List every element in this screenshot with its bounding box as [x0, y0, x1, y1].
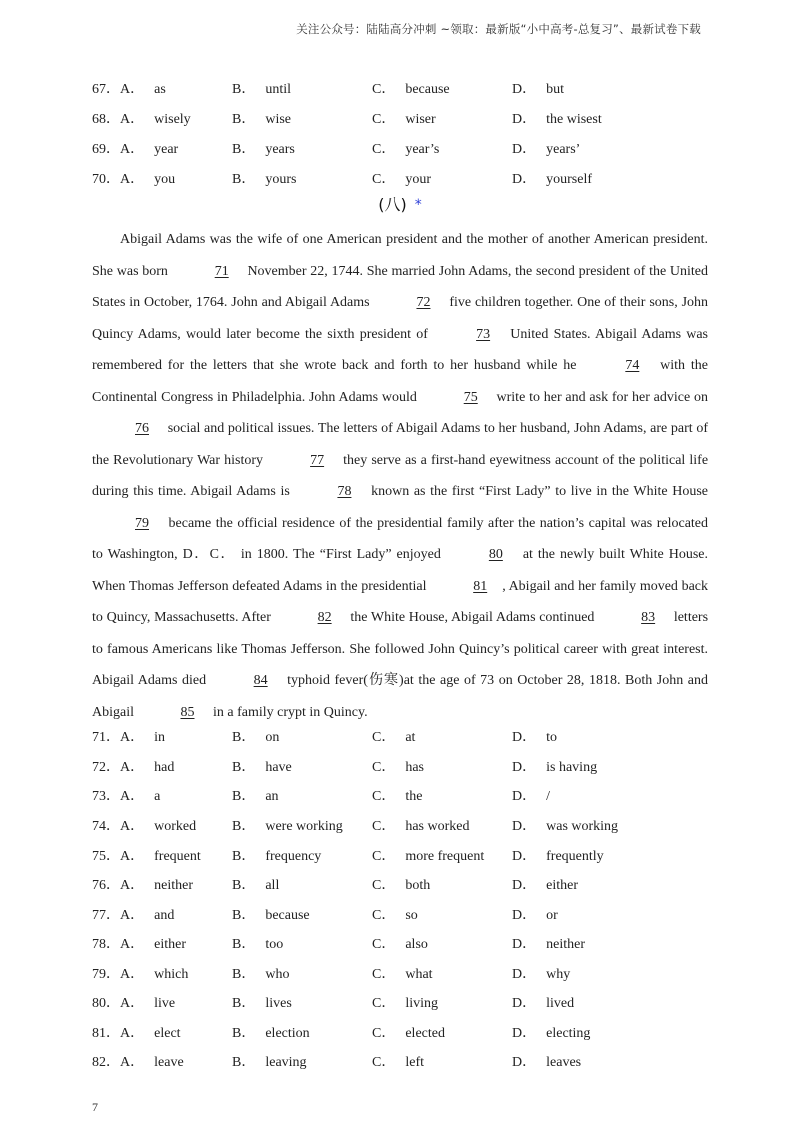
blank-80[interactable]: 80 [488, 547, 503, 562]
option-b[interactable]: B． too [232, 937, 284, 952]
question-row [92, 138, 722, 158]
blank-76[interactable]: 76 [135, 421, 149, 436]
option-d[interactable]: D． / [512, 789, 551, 804]
option-b[interactable]: B． because [232, 908, 310, 923]
option-c[interactable]: C． because [372, 82, 450, 97]
option-c[interactable]: C． left [372, 1055, 424, 1070]
option-d[interactable]: D． why [512, 967, 571, 982]
question-number: 77． [92, 908, 120, 923]
question-number: 79． [92, 967, 120, 982]
option-b[interactable]: B． election [232, 1026, 310, 1041]
option-c[interactable]: C． at [372, 730, 416, 745]
blank-85[interactable]: 85 [180, 704, 195, 720]
section-heading: (八) [378, 195, 407, 214]
blank-73[interactable]: 73 [476, 326, 491, 342]
option-b[interactable]: B． on [232, 730, 280, 745]
option-a[interactable]: A． a [120, 789, 161, 804]
option-c[interactable]: C． elected [372, 1026, 445, 1041]
blank-83[interactable]: 83 [641, 610, 656, 625]
question-number: 76． [92, 878, 120, 893]
option-d[interactable]: D． or [512, 908, 558, 923]
option-d[interactable]: D． electing [512, 1026, 591, 1041]
question-row [92, 874, 722, 894]
blank-77[interactable]: 77 [310, 452, 325, 468]
option-c[interactable]: C． so [372, 908, 418, 923]
question-number: 82． [92, 1055, 120, 1070]
option-d[interactable]: D． leaves [512, 1055, 582, 1070]
option-b[interactable]: B． all [232, 878, 280, 893]
option-b[interactable]: B． lives [232, 996, 292, 1011]
blank-74[interactable]: 74 [625, 358, 640, 373]
question-row [92, 992, 722, 1012]
question-number: 68． [92, 112, 120, 127]
option-a[interactable]: A． which [120, 967, 189, 982]
option-c[interactable]: C． has [372, 760, 425, 775]
question-number: 70． [92, 172, 120, 187]
question-row [92, 933, 722, 953]
option-c[interactable]: C． year’s [372, 142, 440, 157]
cloze-passage: Abigail Adams was the wife of one American president and the mother of another American president. She was born 71 November 22, 1744. She married John Adams, the second president of the United States in October, 1764. John and Abigail Adams 72 five children together. One of their sons, John Quincy Adams, would later become the sixth president of 73 United States. Abigail Adams was remembered for the letters that she wrote back and forth to her husband while he 74 with the Continental Congress in Philadelphia. John Adams would 75 write to her and ask for her advice on 76 social and political issues. The letters of Abigail Adams to her husband, John Adams, are part of the Revolutionary War history 77 they serve as a first-hand eyewitness account of the political life during this time. Abigail Adams is 78 known as the first “First Lady” to live in the White House 79 became the official residence of the presidential family after the nation’s capital was relocated to Washington, D．C． in 1800. The “First Lady” enjoyed 80 at the newly built White House. When Thomas Jefferson defeated Adams in the presidential 81 , Abigail and her family moved back to Quincy, Massachusetts. After 82 the White House, Abigail Adams continued 83 letters to famous Americans like Thomas Jefferson. She followed John Quincy’s political career with great interest. Abigail Adams died 84 typhoid fever(伤寒)at the age of 73 on October 28, 1818. Both John and Abigail 85 in a family crypt in Quincy. [92, 224, 708, 728]
option-b[interactable]: B． yours [232, 172, 297, 187]
blank-81[interactable]: 81 [473, 578, 488, 594]
question-row [92, 1051, 722, 1071]
option-a[interactable]: A． either [120, 937, 186, 952]
option-b[interactable]: B． who [232, 967, 290, 982]
option-d[interactable]: D． lived [512, 996, 575, 1011]
blank-82[interactable]: 82 [317, 610, 332, 625]
blank-71[interactable]: 71 [214, 263, 229, 279]
question-number: 78． [92, 937, 120, 952]
section-title [0, 192, 800, 215]
option-a[interactable]: A． neither [120, 878, 193, 893]
option-b[interactable]: B． until [232, 82, 292, 97]
option-d[interactable]: D． to [512, 730, 558, 745]
question-row [92, 756, 722, 776]
option-c[interactable]: C． has worked [372, 819, 470, 834]
option-d[interactable]: D． years’ [512, 142, 581, 157]
option-a[interactable]: A． frequent [120, 849, 201, 864]
option-a[interactable]: A． in [120, 730, 166, 745]
option-a[interactable]: A． wisely [120, 112, 191, 127]
question-number: 73． [92, 789, 120, 804]
option-a[interactable]: A． live [120, 996, 176, 1011]
question-number: 74． [92, 819, 120, 834]
option-a[interactable]: A． you [120, 172, 176, 187]
option-d[interactable]: D． frequently [512, 849, 604, 864]
option-b[interactable]: B． leaving [232, 1055, 307, 1070]
option-a[interactable]: A． elect [120, 1026, 181, 1041]
question-row [92, 108, 722, 128]
page-header: 关注公众号：陆陆高分冲刺 ~领取：最新版“小中高考-总复习”、最新试卷下载 [296, 22, 701, 36]
option-c[interactable]: C． wiser [372, 112, 436, 127]
option-a[interactable]: A． worked [120, 819, 197, 834]
question-number: 69． [92, 142, 120, 157]
question-row [92, 1022, 722, 1042]
question-number: 75． [92, 849, 120, 864]
option-a[interactable]: A． year [120, 142, 179, 157]
option-b[interactable]: B． years [232, 142, 295, 157]
option-d[interactable]: D． neither [512, 937, 585, 952]
option-b[interactable]: B． have [232, 760, 292, 775]
question-row [92, 845, 722, 865]
option-b[interactable]: B． an [232, 789, 279, 804]
option-c[interactable]: C． the [372, 789, 423, 804]
option-d[interactable]: D． either [512, 878, 578, 893]
question-row [92, 963, 722, 983]
question-row [92, 785, 722, 805]
option-a[interactable]: A． as [120, 82, 166, 97]
blank-79[interactable]: 79 [135, 515, 149, 531]
option-c[interactable]: C． what [372, 967, 433, 982]
question-number: 80． [92, 996, 120, 1011]
blank-75[interactable]: 75 [463, 389, 478, 405]
page-number: 7 [92, 1100, 98, 1114]
blank-78[interactable]: 78 [337, 484, 352, 499]
question-row [92, 168, 722, 188]
question-row [92, 78, 722, 98]
option-c[interactable]: C． living [372, 996, 439, 1011]
option-d[interactable]: D． yourself [512, 172, 593, 187]
option-c[interactable]: C． also [372, 937, 428, 952]
option-c[interactable]: C． your [372, 172, 432, 187]
option-b[interactable]: B． were working [232, 819, 343, 834]
option-b[interactable]: B． wise [232, 112, 292, 127]
option-d[interactable]: D． is having [512, 760, 598, 775]
option-a[interactable]: A． leave [120, 1055, 184, 1070]
question-row [92, 815, 722, 835]
option-b[interactable]: B． frequency [232, 849, 322, 864]
question-number: 72． [92, 760, 120, 775]
option-a[interactable]: A． had [120, 760, 175, 775]
option-c[interactable]: C． both [372, 878, 431, 893]
star-icon: * [414, 197, 422, 213]
blank-72[interactable]: 72 [416, 295, 431, 310]
blank-84[interactable]: 84 [253, 673, 268, 688]
option-c[interactable]: C． more frequent [372, 849, 485, 864]
question-number: 71． [92, 730, 120, 745]
question-number: 81． [92, 1026, 120, 1041]
question-row [92, 904, 722, 924]
option-d[interactable]: D． but [512, 82, 565, 97]
question-row [92, 726, 722, 746]
option-a[interactable]: A． and [120, 908, 175, 923]
option-d[interactable]: D． was working [512, 819, 619, 834]
option-d[interactable]: D． the wisest [512, 112, 602, 127]
question-number: 67． [92, 82, 120, 97]
